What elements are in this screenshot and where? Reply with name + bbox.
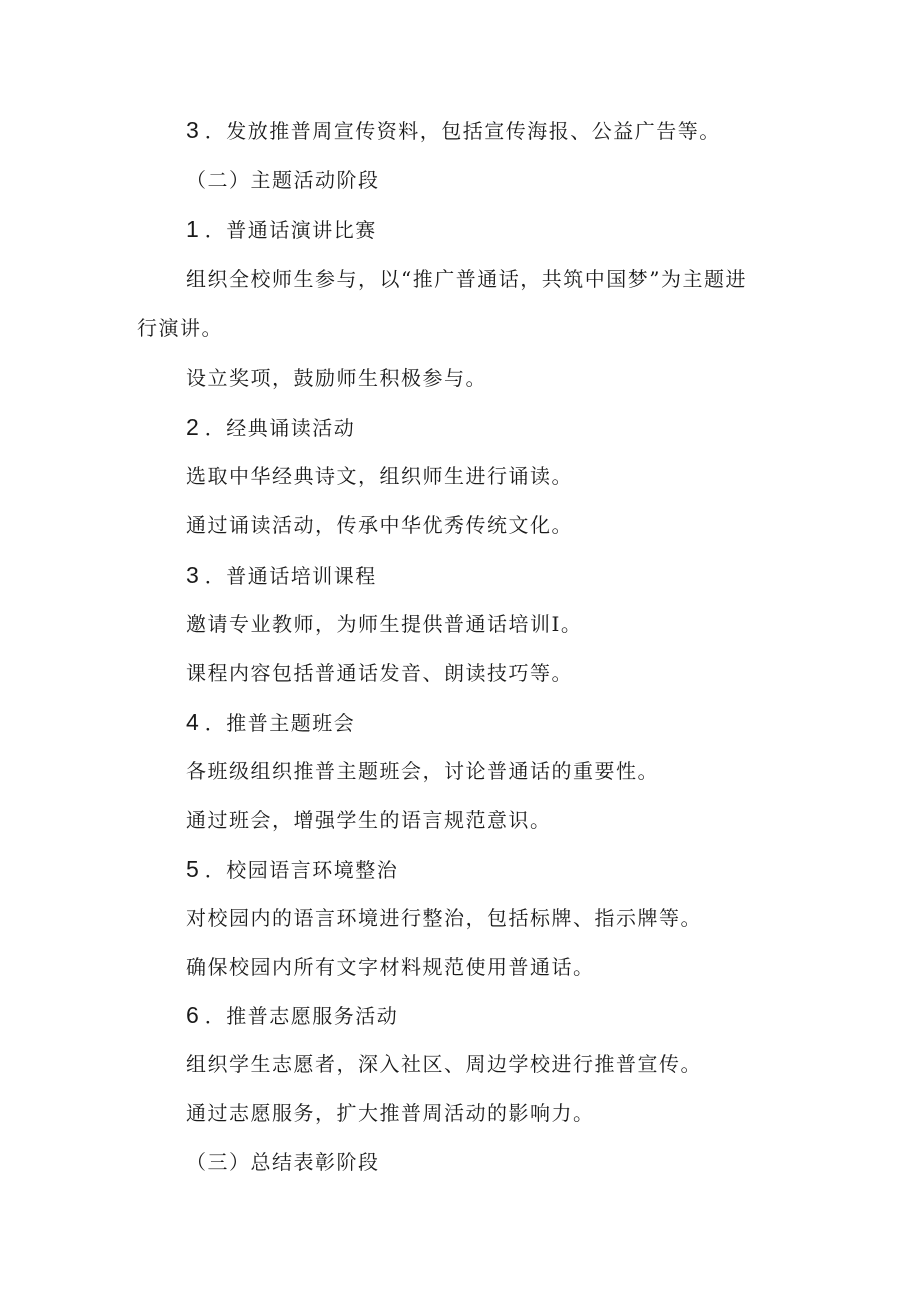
- subheading-training-course: [186, 561, 377, 590]
- paragraph-line: [186, 265, 747, 293]
- paragraph-text: 对校园内的语言环境进行整治，包括标牌、指示牌等。: [186, 906, 702, 930]
- item-text: ．普通话演讲比赛: [204, 218, 377, 242]
- paragraph-line: [186, 462, 573, 490]
- paragraph-text: 行演讲。: [137, 316, 223, 340]
- item-text: ．推普志愿服务活动: [204, 1004, 399, 1028]
- item-text: ．推普主题班会: [204, 711, 356, 735]
- paragraph-text: 组织学生志愿者，深入社区、周边学校进行推普宣传。: [186, 1052, 702, 1076]
- paragraph-text: 通过班会，增强学生的语言规范意识。: [186, 808, 552, 832]
- paragraph-line: [186, 806, 552, 834]
- paragraph-line: [186, 364, 487, 392]
- paragraph-text: 邀请专业教师，为师生提供普通话培训I。: [186, 612, 583, 636]
- paragraph-line: [186, 1050, 702, 1078]
- section-heading-summary-commendation: [186, 1148, 380, 1176]
- subheading-speech-contest: [186, 215, 377, 244]
- paragraph-line: [186, 659, 573, 687]
- paragraph-text: 各班级组织推普主题班会，讨论普通话的重要性。: [186, 759, 659, 783]
- item-number: 3: [186, 117, 199, 143]
- paragraph-text: 通过诵读活动，传承中华优秀传统文化。: [186, 513, 573, 537]
- paragraph-text: 通过志愿服务，扩大推普周活动的影响力。: [186, 1101, 595, 1125]
- paragraph-text: 组织全校师生参与，以“推广普通话，共筑中国梦”为主题进: [186, 267, 747, 291]
- paragraph-line: [186, 904, 702, 932]
- paragraph-line: [137, 314, 223, 342]
- item-text: ．校园语言环境整治: [204, 858, 399, 882]
- paragraph-line: [186, 610, 582, 638]
- paragraph-line: [186, 953, 595, 981]
- paragraph-text: 设立奖项，鼓励师生积极参与。: [186, 366, 487, 390]
- paragraph-line: [186, 1099, 595, 1127]
- item-number: 4: [186, 709, 199, 735]
- list-item-distribute-materials: [186, 116, 721, 145]
- item-number: 3: [186, 562, 199, 588]
- paragraph-text: 课程内容包括普通话发音、朗读技巧等。: [186, 661, 573, 685]
- subheading-language-environment: [186, 855, 398, 884]
- item-number: 5: [186, 856, 199, 882]
- paragraph-line: [186, 511, 573, 539]
- paragraph-line: [186, 757, 659, 785]
- item-text: ．发放推普周宣传资料，包括宣传海报、公益广告等。: [204, 119, 721, 143]
- item-text: ．经典诵读活动: [204, 416, 356, 440]
- section-heading-text: （三）总结表彰阶段: [186, 1150, 380, 1174]
- item-number: 1: [186, 216, 199, 242]
- subheading-volunteer-service: [186, 1001, 398, 1030]
- paragraph-text: 确保校园内所有文字材料规范使用普通话。: [186, 955, 595, 979]
- item-text: ．普通话培训课程: [204, 564, 377, 588]
- subheading-class-meeting: [186, 708, 355, 737]
- item-number: 2: [186, 414, 199, 440]
- subheading-classic-reading: [186, 413, 355, 442]
- section-heading-theme-activities: [186, 166, 380, 194]
- item-number: 6: [186, 1002, 199, 1028]
- paragraph-text: 选取中华经典诗文，组织师生进行诵读。: [186, 464, 573, 488]
- section-heading-text: （二）主题活动阶段: [186, 168, 380, 192]
